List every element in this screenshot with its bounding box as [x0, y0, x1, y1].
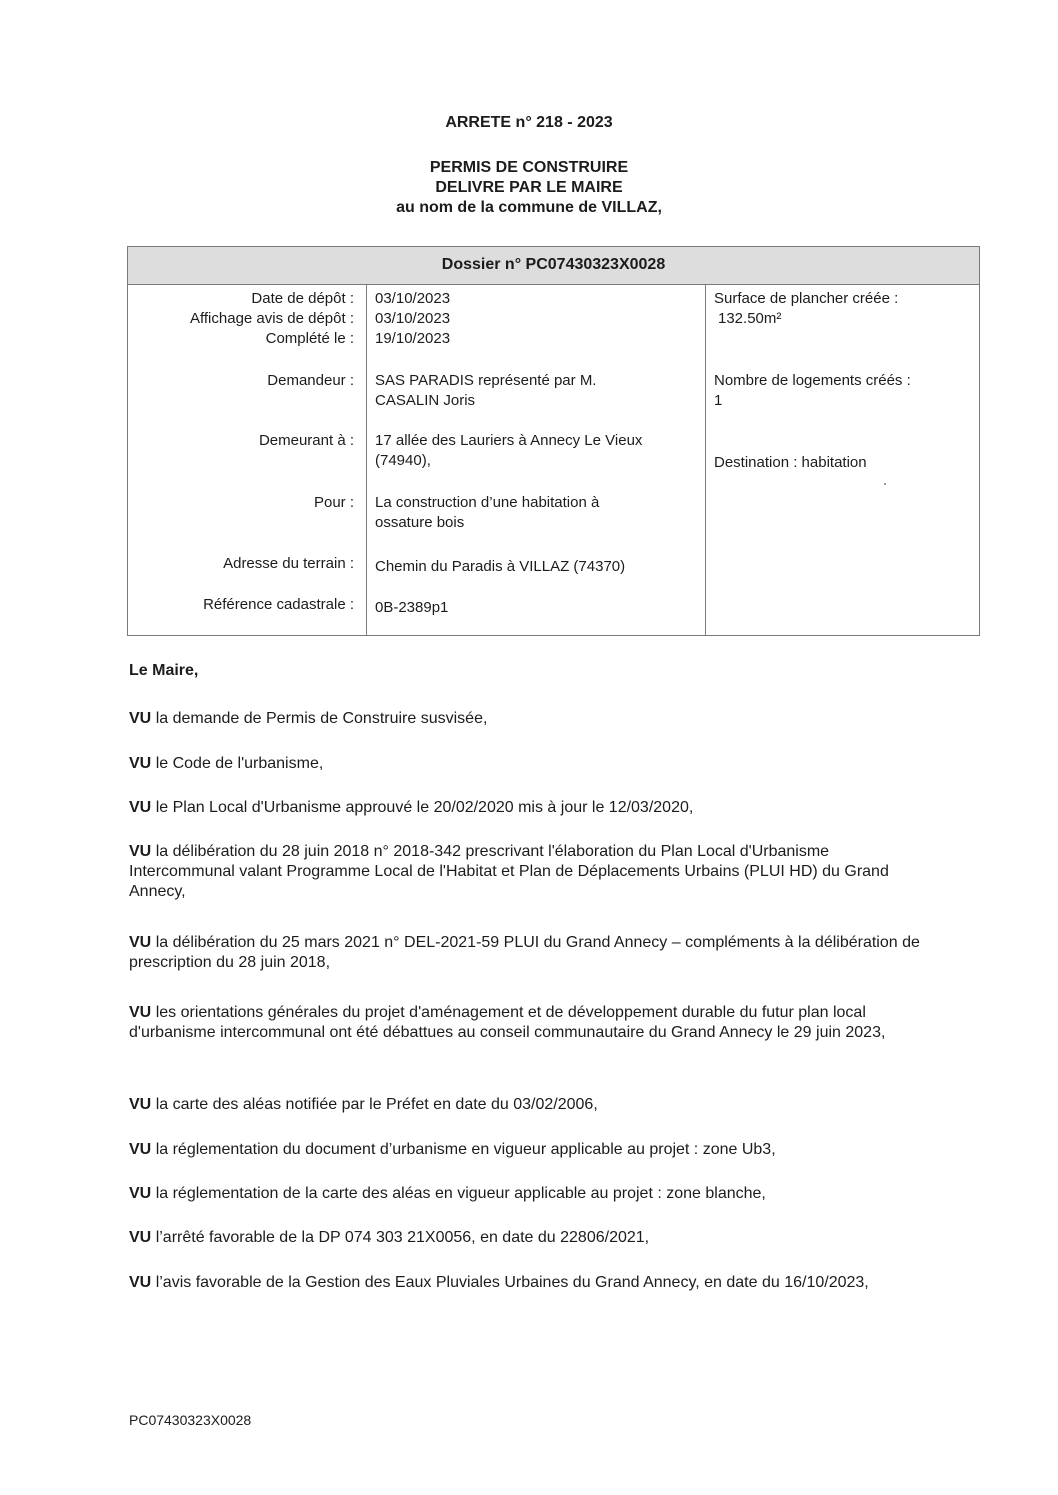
vu-paragraph [129, 933, 929, 973]
column-divider [366, 285, 367, 635]
vu-keyword: VU [129, 934, 152, 951]
vu-text: la demande de Permis de Construire susvisée, [155, 710, 488, 727]
vu-keyword: VU [129, 1004, 152, 1021]
le-maire-heading: Le Maire, [129, 662, 199, 679]
vu-keyword: VU [129, 1096, 152, 1113]
label-demeurant: Demeurant à : [258, 432, 354, 449]
label-complete: Complété le : [265, 330, 354, 347]
vu-text: la délibération du 25 mars 2021 n° DEL-2021-59 PLUI du Grand Annecy – compléments à la délibération de prescription du 28 juin 2018, [129, 934, 920, 971]
value-demandeur: SAS PARADIS représenté par M. CASALIN Joris [375, 372, 597, 409]
label-affichage: Affichage avis de dépôt : [189, 310, 354, 327]
label-reference: Référence cadastrale : [203, 596, 354, 613]
surface-value: 132.50m² [718, 310, 782, 327]
vu-paragraph [129, 1095, 929, 1115]
value-pour: La construction d’une habitation à ossature bois [375, 494, 600, 531]
column-divider [705, 285, 706, 635]
subtitle-line-1: PERMIS DE CONSTRUIRE [429, 159, 629, 176]
vu-paragraph [129, 1140, 929, 1160]
vu-text: l’arrêté favorable de la DP 074 303 21X0056, en date du 22806/2021, [155, 1229, 650, 1246]
subtitle-line-2: DELIVRE PAR LE MAIRE [435, 179, 623, 196]
scan-speck [884, 483, 886, 485]
dossier-header: Dossier n° PC07430323X0028 [128, 247, 979, 285]
vu-paragraph [129, 798, 929, 818]
value-demeurant: 17 allée des Lauriers à Annecy Le Vieux (74940), [375, 432, 643, 469]
vu-keyword: VU [129, 710, 152, 727]
value-complete: 19/10/2023 [375, 330, 451, 347]
value-date-depot: 03/10/2023 [375, 290, 451, 307]
value-reference: 0B-2389p1 [375, 599, 449, 616]
vu-keyword: VU [129, 755, 152, 772]
vu-keyword: VU [129, 1141, 152, 1158]
vu-text: l’avis favorable de la Gestion des Eaux Pluviales Urbaines du Grand Annecy, en date du 16/10/2023, [155, 1274, 869, 1291]
vu-paragraph [129, 754, 929, 774]
vu-text: la réglementation de la carte des aléas en vigueur applicable au projet : zone blanche, [155, 1185, 766, 1202]
vu-text: le Plan Local d'Urbanisme approuvé le 20/02/2020 mis à jour le 12/03/2020, [155, 799, 694, 816]
document-subtitle [0, 158, 1058, 218]
vu-keyword: VU [129, 843, 152, 860]
label-pour: Pour : [313, 494, 354, 511]
vu-paragraph [129, 1273, 929, 1293]
vu-paragraph [129, 1228, 929, 1248]
label-adresse: Adresse du terrain : [223, 555, 354, 572]
vu-text: la carte des aléas notifiée par le Préfet en date du 03/02/2006, [155, 1096, 598, 1113]
label-date-depot: Date de dépôt : [251, 290, 354, 307]
document-title: ARRETE n° 218 - 2023 [445, 114, 613, 131]
vu-keyword: VU [129, 1185, 152, 1202]
vu-paragraph [129, 709, 929, 729]
vu-text: le Code de l'urbanisme, [155, 755, 324, 772]
dossier-table [127, 246, 980, 636]
vu-text: la réglementation du document d’urbanisme en vigueur applicable au projet : zone Ub3, [155, 1141, 776, 1158]
vu-keyword: VU [129, 1229, 152, 1246]
vu-paragraph [129, 1184, 929, 1204]
vu-keyword: VU [129, 799, 152, 816]
vu-paragraph [129, 1003, 919, 1043]
value-affichage: 03/10/2023 [375, 310, 451, 327]
vu-text: les orientations générales du projet d'aménagement et de développement durable du futur plan local d'urbanisme intercommunal ont été débattues au conseil communautaire du Grand Annecy le 29 juin 2023, [129, 1004, 886, 1041]
destination: Destination : habitation [714, 454, 867, 471]
logements-label: Nombre de logements créés : [714, 372, 911, 389]
logements-value: 1 [714, 392, 723, 409]
vu-keyword: VU [129, 1274, 152, 1291]
vu-paragraph [129, 842, 919, 902]
footer-reference: PC07430323X0028 [129, 1412, 252, 1428]
vu-text: la délibération du 28 juin 2018 n° 2018-342 prescrivant l'élaboration du Plan Local d'Urbanisme Intercommunal valant Programme Local de l'Habitat et Plan de Déplacements Urbains (PLUI HD) du Grand Annecy, [129, 843, 889, 900]
label-demandeur: Demandeur : [267, 372, 354, 389]
subtitle-line-3: au nom de la commune de VILLAZ, [396, 199, 662, 216]
surface-label: Surface de plancher créée : [714, 290, 899, 307]
value-adresse: Chemin du Paradis à VILLAZ (74370) [375, 558, 626, 575]
